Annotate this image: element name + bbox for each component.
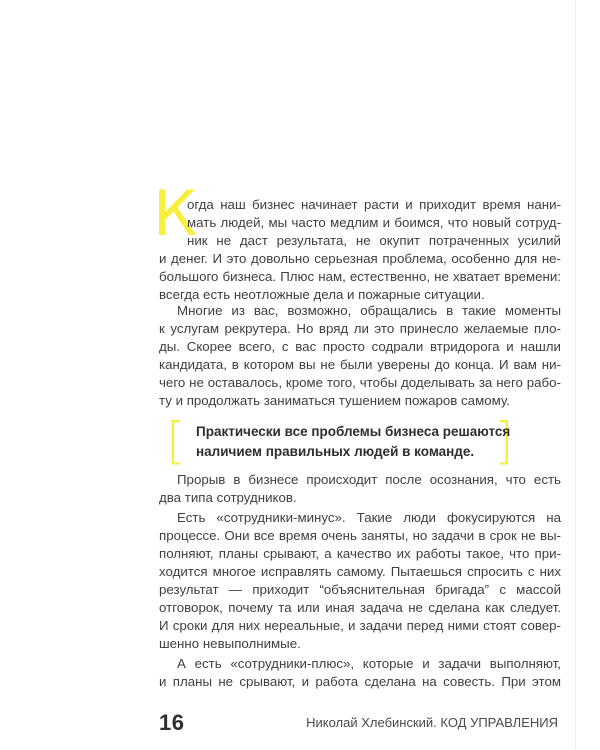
paragraph-1 [159,196,561,304]
text-line: Есть «сотрудники-минус». Такие люди фокусируются на [177,510,561,525]
paragraph-5 [159,655,561,691]
text-line: два типа сотрудников. [159,490,297,505]
text-line: кандидата, в котором вы не были уверены до конца. И вам ни- [159,357,561,372]
text-line: и денег. И это довольно серьезная проблема, особенно для не- [159,251,561,266]
paragraph-2 [159,302,561,410]
open-bracket: [ [166,412,186,470]
pull-quote-line: Практически все проблемы бизнеса решаются [196,424,511,439]
text-line: Прорыв в бизнесе происходит после осознания, что есть [177,472,561,487]
text-line: А есть «сотрудники-плюс», которые и задачи выполняют, [177,656,561,671]
running-head: Николай Хлебинский. КОД УПРАВЛЕНИЯ [306,715,558,730]
text-line: полняют, планы срывают, а качество их работы такое, что при- [159,546,561,561]
page-edge-line [575,0,576,750]
text-line: всегда есть неотложные дела и пожарные ситуации. [159,287,485,302]
text-line: чего не оставалось, кроме того, чтобы доделывать за него рабо- [159,375,561,390]
text-line: процессе. Они все время очень заняты, но задачи в срок не вы- [159,528,561,543]
text-line: ник не даст результата, не окупит потраченных усилий [187,233,561,248]
text-line: большого бизнеса. Плюс нам, естественно, не хватает времени: [159,269,561,284]
paragraph-3 [159,471,561,507]
pull-quote-line: наличием правильных людей в команде. [196,444,475,459]
drop-cap: К [153,177,198,250]
text-line: И сроки для них нереальные, и задачи перед ними стоят совер- [159,618,561,633]
text-line: Многие из вас, возможно, обращались в такие моменты [177,303,561,318]
text-line: мать людей, мы часто медлим и боимся, что новый сотруд- [187,215,561,230]
text-line: шенно невыполнимые. [159,636,301,651]
text-line: результат — приходит “объяснительная бригада” с массой [159,582,561,597]
text-line: огда наш бизнес начинает расти и приходит время нани- [187,197,561,212]
text-line: и планы не срывают, и работа сделана на совесть. При этом [159,674,561,689]
text-line: ходится многое исправлять самому. Пытаешься спросить с них [159,564,561,579]
text-line: ту и продолжать заниматься тушением пожаров самому. [159,393,510,408]
text-line: к услугам рекрутера. Но вряд ли это принесло желаемые пло- [159,321,561,336]
paragraph-4 [159,509,561,653]
text-line: ды. Скорее всего, с вас просто содрали втридорога и нашли [159,339,561,354]
close-bracket: ] [494,412,514,470]
page-number: 16 [159,710,185,735]
text-line: отговорок, почему та или иная задача не сделана как следует. [159,600,561,615]
